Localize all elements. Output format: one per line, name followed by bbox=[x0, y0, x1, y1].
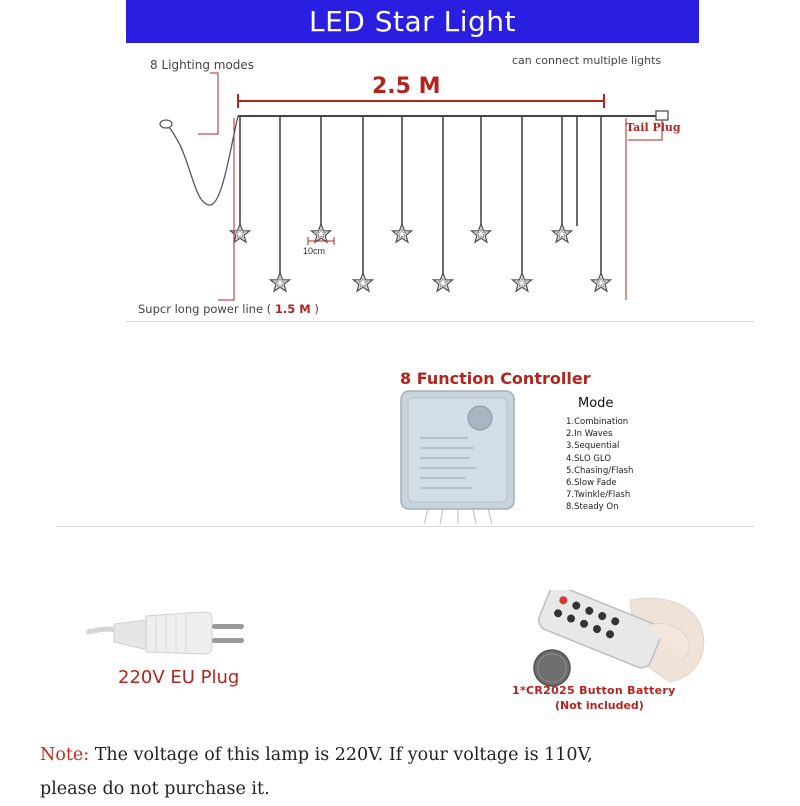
page-title: LED Star Light bbox=[309, 5, 516, 38]
mode-list bbox=[566, 416, 633, 514]
star-icons bbox=[231, 224, 611, 291]
note-text-2: please do not purchase it. bbox=[40, 779, 270, 799]
tail-plug-pointer bbox=[628, 120, 662, 140]
cord-connector-icon bbox=[160, 120, 172, 128]
power-line-text: Supcr long power line ( bbox=[138, 302, 272, 316]
note-prefix: Note: bbox=[40, 745, 90, 765]
note-line-1 bbox=[40, 738, 593, 772]
length-label: 2.5 M bbox=[372, 74, 441, 99]
controller-button-icon bbox=[468, 406, 492, 430]
note-text-1: The voltage of this lamp is 220V. If your voltage is 110V, bbox=[94, 745, 593, 765]
plug-label: 220V EU Plug bbox=[118, 667, 240, 688]
mode-item: 7.Twinkle/Flash bbox=[566, 490, 631, 501]
mode-item: 4.SLO GLO bbox=[566, 453, 612, 464]
tail-plug bbox=[656, 111, 668, 120]
star-light-diagram bbox=[0, 0, 800, 330]
controller-box bbox=[398, 388, 518, 528]
controller-title: 8 Function Controller bbox=[400, 369, 591, 388]
length-dimension bbox=[238, 94, 604, 108]
modes-pointer bbox=[198, 73, 218, 134]
mode-item: 8.Steady On bbox=[566, 502, 619, 513]
battery-label: 1*CR2025 Button Battery bbox=[512, 684, 676, 697]
mode-item: 3.Sequential bbox=[566, 441, 620, 452]
battery-note: (Not included) bbox=[555, 699, 644, 712]
mode-item: 1.Combination bbox=[566, 417, 629, 427]
spacing-label: 10cm bbox=[303, 246, 326, 256]
mode-item: 6.Slow Fade bbox=[566, 478, 617, 489]
mode-item: 2.In Waves bbox=[566, 429, 613, 440]
tail-plug-label: Tail Plug bbox=[626, 121, 681, 134]
section-divider-1 bbox=[126, 321, 754, 322]
star-pendants bbox=[240, 116, 601, 275]
power-cord bbox=[162, 116, 238, 205]
voltage-note bbox=[40, 738, 593, 806]
connect-label: can connect multiple lights bbox=[512, 54, 662, 67]
lighting-modes-label: 8 Lighting modes bbox=[150, 58, 255, 72]
mode-item: 5.Chasing/Flash bbox=[566, 465, 634, 476]
power-line-length: 1.5 M bbox=[274, 302, 311, 316]
mode-heading: Mode bbox=[578, 396, 614, 411]
power-line-close: ) bbox=[314, 302, 319, 316]
eu-plug-icon bbox=[86, 606, 256, 666]
